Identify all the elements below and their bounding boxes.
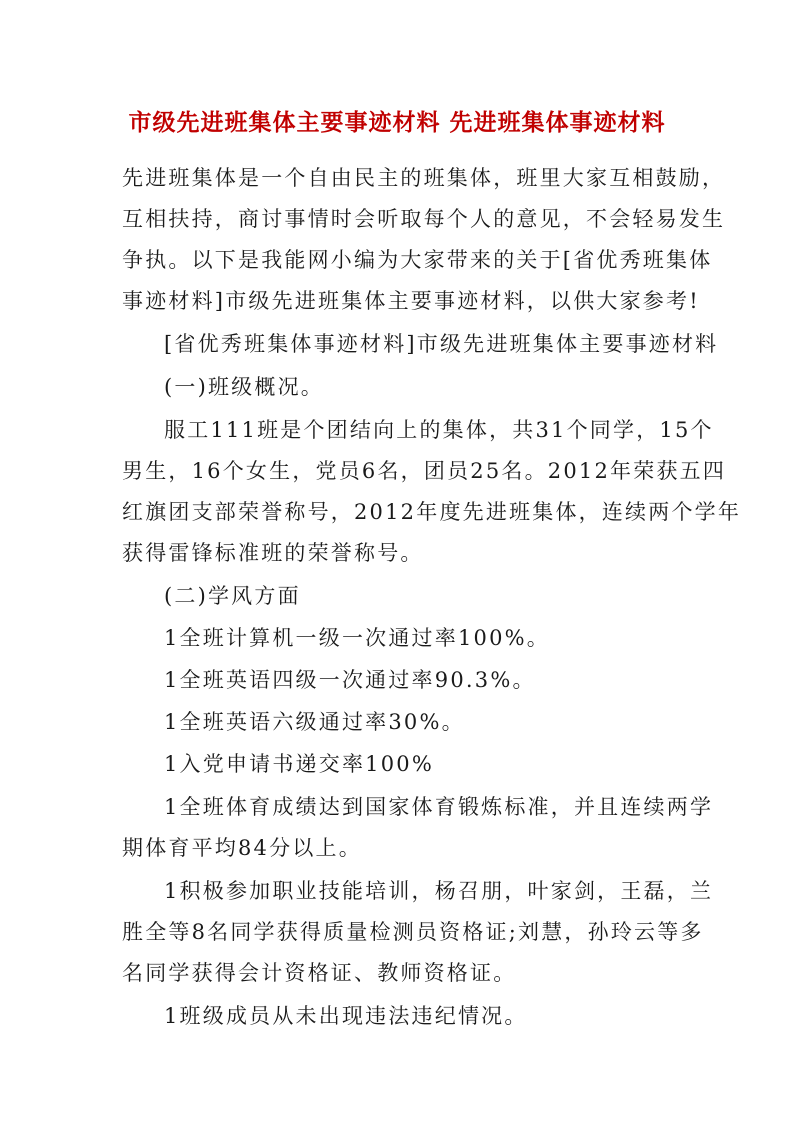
intro-line-4: 事迹材料]市级先进班集体主要事迹材料，以供大家参考! [122, 289, 700, 313]
list-item-sports-line-2: 期体育平均84分以上。 [122, 836, 362, 860]
intro-line-3: 争执。以下是我能网小编为大家带来的关于[省优秀班集体 [122, 248, 713, 272]
list-item-sports-line-1: 1全班体育成绩达到国家体育锻炼标准，并且连续两学 [164, 795, 714, 819]
intro-line-1: 先进班集体是一个自由民主的班集体，班里大家互相鼓励， [122, 166, 726, 190]
section1-line-1: 服工111班是个团结向上的集体，共31个同学，15个 [164, 418, 714, 442]
section1-heading: (一)班级概况。 [164, 375, 324, 399]
list-item-discipline: 1班级成员从未出现违法违纪情况。 [164, 1004, 528, 1028]
list-item-skills-line-1: 1积极参加职业技能培训，杨召朋，叶家剑，王磊，兰 [164, 879, 714, 903]
section1-line-3: 红旗团支部荣誉称号，2012年度先进班集体，连续两个学年 [122, 500, 742, 524]
list-item-party: 1入党申请书递交率100% [164, 752, 434, 776]
list-item-cet6: 1全班英语六级通过率30%。 [164, 710, 465, 734]
section1-line-2: 男生，16个女生，党员6名，团员25名。2012年荣获五四 [122, 459, 727, 483]
section1-line-4: 获得雷锋标准班的荣誉称号。 [122, 541, 424, 565]
list-item-cet4: 1全班英语四级一次通过率90.3%。 [164, 668, 536, 692]
intro-line-2: 互相扶持，商讨事情时会听取每个人的意见，不会轻易发生 [122, 207, 726, 231]
document-title: 市级先进班集体主要事迹材料 先进班集体事迹材料 [128, 109, 666, 136]
subtitle-line: [省优秀班集体事迹材料]市级先进班集体主要事迹材料 [164, 332, 719, 356]
list-item-skills-line-2: 胜全等8名同学获得质量检测员资格证;刘慧，孙玲云等多 [122, 920, 704, 944]
section2-heading: (二)学风方面 [164, 584, 301, 608]
list-item-computer: 1全班计算机一级一次通过率100%。 [164, 626, 550, 650]
list-item-skills-line-3: 名同学获得会计资格证、教师资格证。 [122, 961, 517, 985]
